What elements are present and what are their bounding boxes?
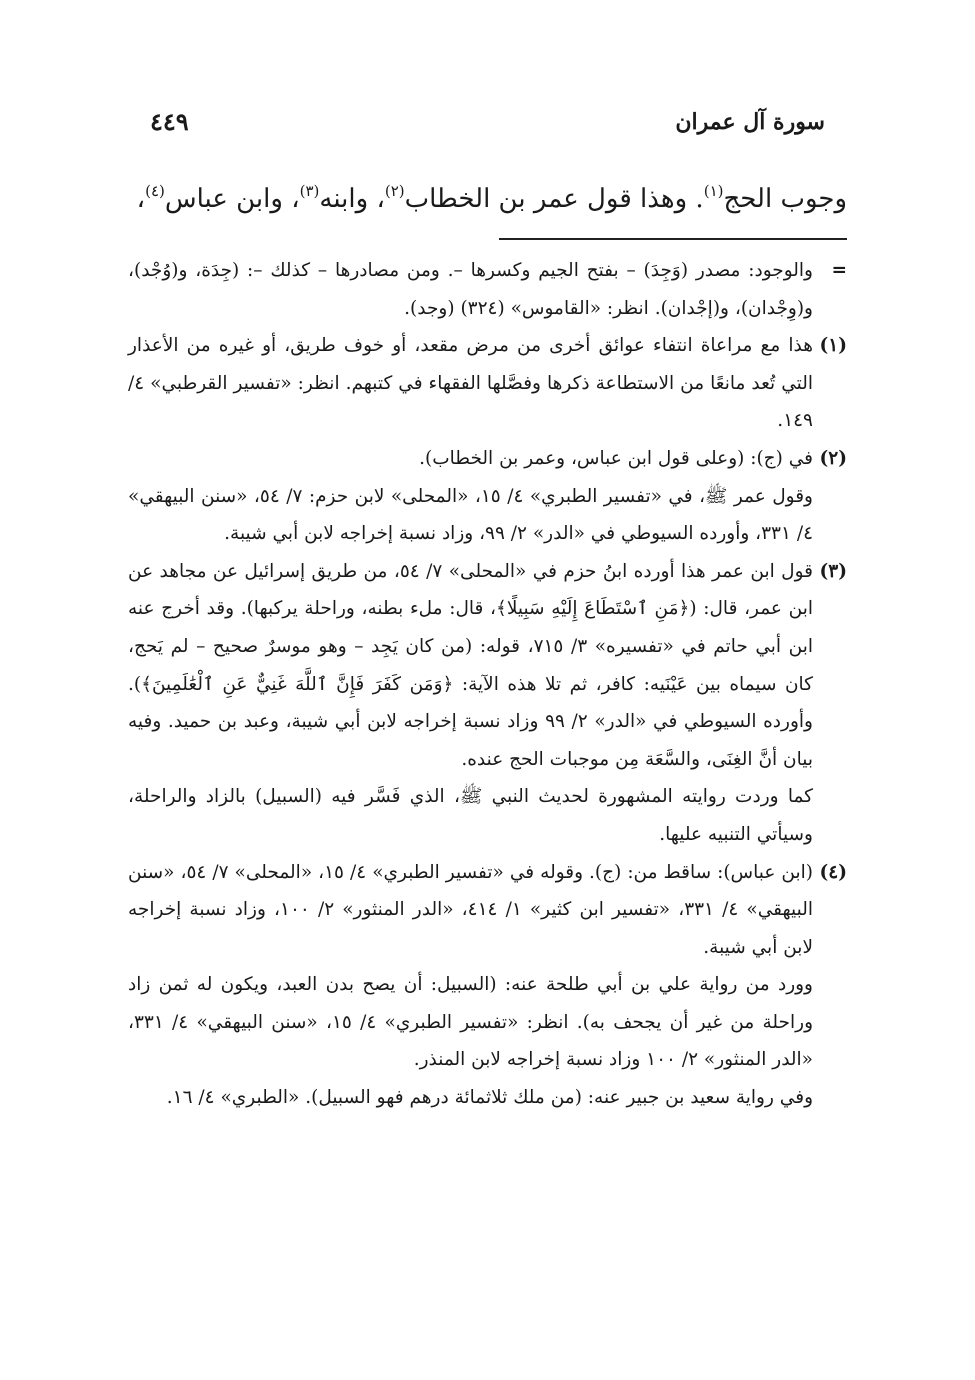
footnote-continuation bbox=[128, 252, 847, 327]
main-text-segment: . وهذا قول عمر بن الخطاب bbox=[404, 184, 704, 214]
main-text bbox=[118, 168, 847, 222]
footnote-text: هذا مع مراعاة انتفاء عوائق أخرى من مرض مقعد، أو خوف طريق، أو غيره من الأعذار التي تُعد مانعًا من الاستطاعة ذكرها وفصَّلها الفقهاء في كتبهم. انظر: «تفسير القرطبي» ٤/ ١٤٩. bbox=[128, 335, 813, 432]
page-number: ٤٤٩ bbox=[150, 107, 189, 136]
footnote-text: وورد من رواية علي بن أبي طلحة عنه: (السبيل: أن يصح بدن العبد، ويكون له ثمن زاد وراحلة من غير أن يجحف به). انظر: «تفسير الطبري» ٤/ ١٥، «سنن البيهقي» ٤/ ٣٣١، «الدر المنثور» ٢/ ١٠٠ وزاد نسبة إخراجه لابن المنذر. bbox=[128, 974, 813, 1071]
footnote-text: كما وردت روايته المشهورة لحديث النبي ﷺ، الذي فَسَّر فيه (السبيل) بالزاد والراحلة، وسيأتي التنبيه عليها. bbox=[128, 786, 813, 845]
footnote-text: في (ج): (وعلى قول ابن عباس، وعمر بن الخطاب). bbox=[419, 447, 813, 469]
continuation-marker: = bbox=[831, 260, 847, 281]
footnote-number: (٣) bbox=[819, 560, 847, 582]
surah-title: سورة آل عمران bbox=[675, 109, 825, 135]
footnote-text: وفي رواية سعيد بن جبير عنه: (من ملك ثلاثمائة درهم فهو السبيل). «الطبري» ٤/ ١٦. bbox=[166, 1087, 813, 1109]
footnote-number: (٤) bbox=[819, 861, 847, 883]
page-header bbox=[128, 104, 847, 144]
footnote-text: (ابن عباس): ساقط من: (ج). وقوله في «تفسير الطبري» ٤/ ١٥، «المحلى» ٧/ ٥٤، «سنن البيهقي» ٤/ ٣٣١، «تفسير ابن كثير» ١/ ٤١٤، «الدر المنثور» ٢/ ١٠٠، وزاد نسبة إخراجه لابن أبي شيبة. bbox=[128, 861, 813, 958]
footnote-divider bbox=[499, 238, 847, 240]
footnote-text: وقول عمر ﷺ، في «تفسير الطبري» ٤/ ١٥، «المحلى» لابن حزم: ٧/ ٥٤، «سنن البيهقي» ٤/ ٣٣١، وأورده السيوطي في «الدر» ٢/ ٩٩، وزاد نسبة إخراجه لابن أبي شيبة. bbox=[128, 485, 813, 545]
footnote-4 bbox=[128, 854, 847, 1117]
footnote-ref-2: (٢) bbox=[384, 182, 405, 200]
main-text-segment: ، bbox=[136, 184, 146, 214]
footnote-ref-1: (١) bbox=[703, 182, 724, 200]
footnote-1 bbox=[128, 327, 847, 440]
footnote-3 bbox=[128, 553, 847, 854]
footnote-number: (١) bbox=[819, 335, 847, 357]
footnote-text: والوجود: مصدر (وَجِدَ) – بفتح الجيم وكسرها –. ومن مصادرها – كذلك –: (جِدَة، و(وُجْد)، و(وِجْدان)، و(إجْدان). انظر: «القاموس» (٣٢٤) (وجد). bbox=[128, 260, 813, 319]
footnote-ref-3: (٣) bbox=[299, 182, 320, 200]
main-text-segment: وجوب الحج bbox=[723, 184, 847, 214]
footnote-2 bbox=[128, 440, 847, 553]
footnotes bbox=[128, 252, 847, 1117]
footnote-ref-4: (٤) bbox=[145, 182, 165, 200]
main-text-segment: ، وابن عباس bbox=[164, 184, 300, 214]
footnote-text: قول ابن عمر هذا أورده ابنُ حزم في «المحلى» ٧/ ٥٤، من طريق إسرائيل عن مجاهد عن ابن عمر، قال: (﴿مَنِ ٱسْتَطَاعَ إِلَيْهِ سَبِيلًا﴾، قال: ملء بطنه، وراحلة يركبها). وقد أخرج عنه ابن أبي حاتم في «تفسيره» ٣/ ٧١٥، قوله: (من كان يَجِد – وهو موسرٌ صحيح – لم يَحج، كان سيماه بين عَيْنَيه: كافر، ثم تلا هذه الآية: ﴿وَمَن كَفَرَ فَإِنَّ ٱللَّهَ غَنِيٌّ عَنِ ٱلْعَٰلَمِينَ﴾). وأورده السيوطي في «الدر» ٢/ ٩٩ وزاد نسبة إخراجه لابن أبي شيبة، وعبد بن حميد. وفيه بيان أنَّ الغِنَى، والسَّعَة مِن موجبات الحج عنده. bbox=[128, 560, 813, 770]
footnote-number: (٢) bbox=[819, 447, 847, 469]
main-text-segment: ، وابنه bbox=[319, 184, 385, 214]
